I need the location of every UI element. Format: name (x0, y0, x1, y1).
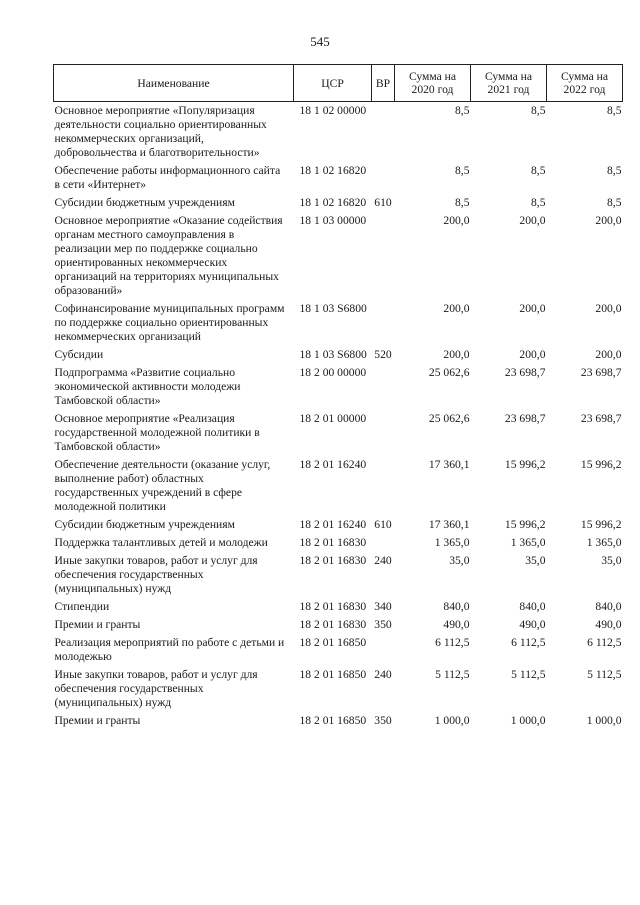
cell-name: Основное мероприятие «Популяризация деятельности социально ориентированных некоммерческих организаций, добровольчества и благотворительности» (54, 104, 267, 159)
cell-csr: 18 2 01 16830 (299, 554, 367, 567)
table-row (54, 600, 623, 618)
table-row (54, 714, 623, 732)
table-row (54, 554, 623, 600)
cell-vr (372, 102, 395, 165)
table-row (54, 412, 623, 458)
cell-vr: 340 (374, 600, 392, 613)
cell-vr (372, 302, 395, 348)
cell-csr: 18 1 02 16820 (299, 196, 367, 209)
cell-sum-2022: 490,0 (595, 618, 622, 631)
cell-sum-2022: 8,5 (607, 104, 622, 117)
cell-vr (372, 366, 395, 412)
table-row (54, 636, 623, 668)
cell-sum-2021: 490,0 (519, 618, 546, 631)
table-body (54, 102, 623, 733)
cell-vr: 240 (374, 554, 392, 567)
table-row (54, 366, 623, 412)
cell-sum-2020: 25 062,6 (428, 366, 470, 379)
table-row (54, 102, 623, 165)
cell-sum-2022: 5 112,5 (587, 668, 622, 681)
cell-name: Основное мероприятие «Оказание содействия органам местного самоуправления в реализации мер по поддержке социально ориентированных некоммерческих организаций на территориях муниципальных образований» (54, 214, 283, 297)
cell-sum-2020: 8,5 (455, 164, 470, 177)
header-vr: ВР (372, 65, 395, 102)
cell-csr: 18 2 00 00000 (299, 366, 367, 379)
cell-name: Премии и гранты (54, 618, 141, 631)
table-row (54, 348, 623, 366)
cell-csr: 18 1 02 16820 (299, 164, 367, 177)
table-header (54, 65, 623, 102)
cell-sum-2021: 200,0 (519, 348, 546, 361)
cell-sum-2021: 840,0 (519, 600, 546, 613)
cell-sum-2020: 490,0 (443, 618, 470, 631)
cell-sum-2022: 200,0 (595, 302, 622, 315)
cell-sum-2020: 200,0 (443, 302, 470, 315)
cell-csr: 18 2 01 16830 (299, 536, 367, 549)
cell-name: Субсидии бюджетным учреждениям (54, 196, 235, 209)
cell-name: Иные закупки товаров, работ и услуг для обеспечения государственных (муниципальных) нужд (54, 554, 258, 595)
cell-sum-2022: 15 996,2 (580, 518, 622, 531)
cell-sum-2021: 1 365,0 (510, 536, 546, 549)
cell-vr (372, 412, 395, 458)
cell-sum-2021: 23 698,7 (504, 366, 546, 379)
table-row (54, 536, 623, 554)
cell-csr: 18 1 03 S6800 (299, 348, 367, 361)
table-row (54, 668, 623, 714)
cell-sum-2021: 1 000,0 (510, 714, 546, 727)
cell-vr (372, 636, 395, 668)
header-sum-2021: Сумма на 2021 год (471, 65, 547, 102)
table-row (54, 214, 623, 302)
cell-sum-2021: 200,0 (519, 214, 546, 227)
page-number: 545 (310, 34, 330, 49)
cell-sum-2022: 1 365,0 (586, 536, 622, 549)
cell-csr: 18 2 01 16240 (299, 518, 367, 531)
cell-sum-2020: 200,0 (443, 348, 470, 361)
cell-name: Подпрограмма «Развитие социально экономической активности молодежи Тамбовской области» (54, 366, 241, 407)
cell-sum-2022: 23 698,7 (580, 412, 622, 425)
cell-sum-2021: 23 698,7 (504, 412, 546, 425)
cell-sum-2022: 200,0 (595, 348, 622, 361)
cell-name: Обеспечение работы информационного сайта в сети «Интернет» (54, 164, 281, 191)
cell-vr: 610 (374, 196, 392, 209)
cell-csr: 18 2 01 16850 (299, 714, 367, 727)
cell-name: Стипендии (54, 600, 110, 613)
cell-name: Поддержка талантливых детей и молодежи (54, 536, 268, 549)
cell-sum-2020: 8,5 (455, 104, 470, 117)
cell-csr: 18 2 01 16850 (299, 636, 367, 649)
cell-sum-2022: 200,0 (595, 214, 622, 227)
cell-sum-2021: 5 112,5 (511, 668, 546, 681)
cell-sum-2022: 35,0 (601, 554, 622, 567)
header-name: Наименование (54, 65, 294, 102)
cell-name: Субсидии бюджетным учреждениям (54, 518, 235, 531)
cell-sum-2020: 17 360,1 (428, 518, 470, 531)
cell-name: Субсидии (54, 348, 104, 361)
cell-sum-2020: 8,5 (455, 196, 470, 209)
cell-vr: 240 (374, 668, 392, 681)
cell-sum-2022: 8,5 (607, 164, 622, 177)
cell-vr: 350 (374, 714, 392, 727)
table-row (54, 518, 623, 536)
cell-sum-2021: 15 996,2 (504, 518, 546, 531)
cell-csr: 18 1 03 00000 (299, 214, 367, 227)
cell-csr: 18 2 01 00000 (299, 412, 367, 425)
cell-sum-2020: 1 365,0 (434, 536, 470, 549)
cell-sum-2021: 15 996,2 (504, 458, 546, 471)
cell-sum-2021: 8,5 (531, 164, 546, 177)
cell-sum-2020: 25 062,6 (428, 412, 470, 425)
table-row (54, 618, 623, 636)
cell-sum-2021: 200,0 (519, 302, 546, 315)
header-sum-2020: Сумма на 2020 год (395, 65, 471, 102)
cell-csr: 18 1 02 00000 (299, 104, 367, 117)
cell-sum-2021: 6 112,5 (511, 636, 546, 649)
cell-sum-2022: 23 698,7 (580, 366, 622, 379)
cell-sum-2021: 8,5 (531, 104, 546, 117)
cell-name: Софинансирование муниципальных программ по поддержке социально ориентированных некоммерческих организаций (54, 302, 285, 343)
cell-csr: 18 2 01 16240 (299, 458, 367, 471)
cell-sum-2020: 200,0 (443, 214, 470, 227)
cell-sum-2021: 8,5 (531, 196, 546, 209)
cell-vr (372, 458, 395, 518)
cell-name: Премии и гранты (54, 714, 141, 727)
cell-name: Иные закупки товаров, работ и услуг для обеспечения государственных (муниципальных) нужд (54, 668, 258, 709)
cell-name: Реализация мероприятий по работе с детьми и молодежью (54, 636, 285, 663)
cell-vr (372, 164, 395, 196)
cell-sum-2020: 840,0 (443, 600, 470, 613)
table-row (54, 302, 623, 348)
cell-vr: 350 (374, 618, 392, 631)
budget-table (53, 64, 623, 732)
cell-sum-2020: 35,0 (449, 554, 470, 567)
table-row (54, 164, 623, 196)
cell-csr: 18 2 01 16830 (299, 600, 367, 613)
cell-vr (372, 214, 395, 302)
cell-name: Основное мероприятие «Реализация государственной молодежной политики в Тамбовской области» (54, 412, 260, 453)
cell-sum-2022: 8,5 (607, 196, 622, 209)
table-row (54, 458, 623, 518)
cell-csr: 18 1 03 S6800 (299, 302, 367, 315)
cell-sum-2022: 840,0 (595, 600, 622, 613)
cell-csr: 18 2 01 16830 (299, 618, 367, 631)
cell-sum-2020: 5 112,5 (435, 668, 470, 681)
cell-sum-2021: 35,0 (525, 554, 546, 567)
cell-vr (372, 536, 395, 554)
header-csr: ЦСР (294, 65, 372, 102)
header-sum-2022: Сумма на 2022 год (547, 65, 623, 102)
cell-sum-2022: 6 112,5 (587, 636, 622, 649)
cell-name: Обеспечение деятельности (оказание услуг, выполнение работ) областных государственных учреждений в сфере молодежной политики (54, 458, 271, 513)
cell-csr: 18 2 01 16850 (299, 668, 367, 681)
cell-sum-2020: 6 112,5 (435, 636, 470, 649)
cell-sum-2020: 1 000,0 (434, 714, 470, 727)
cell-vr: 520 (374, 348, 392, 361)
cell-vr: 610 (374, 518, 392, 531)
cell-sum-2022: 15 996,2 (580, 458, 622, 471)
cell-sum-2022: 1 000,0 (586, 714, 622, 727)
cell-sum-2020: 17 360,1 (428, 458, 470, 471)
table-row (54, 196, 623, 214)
